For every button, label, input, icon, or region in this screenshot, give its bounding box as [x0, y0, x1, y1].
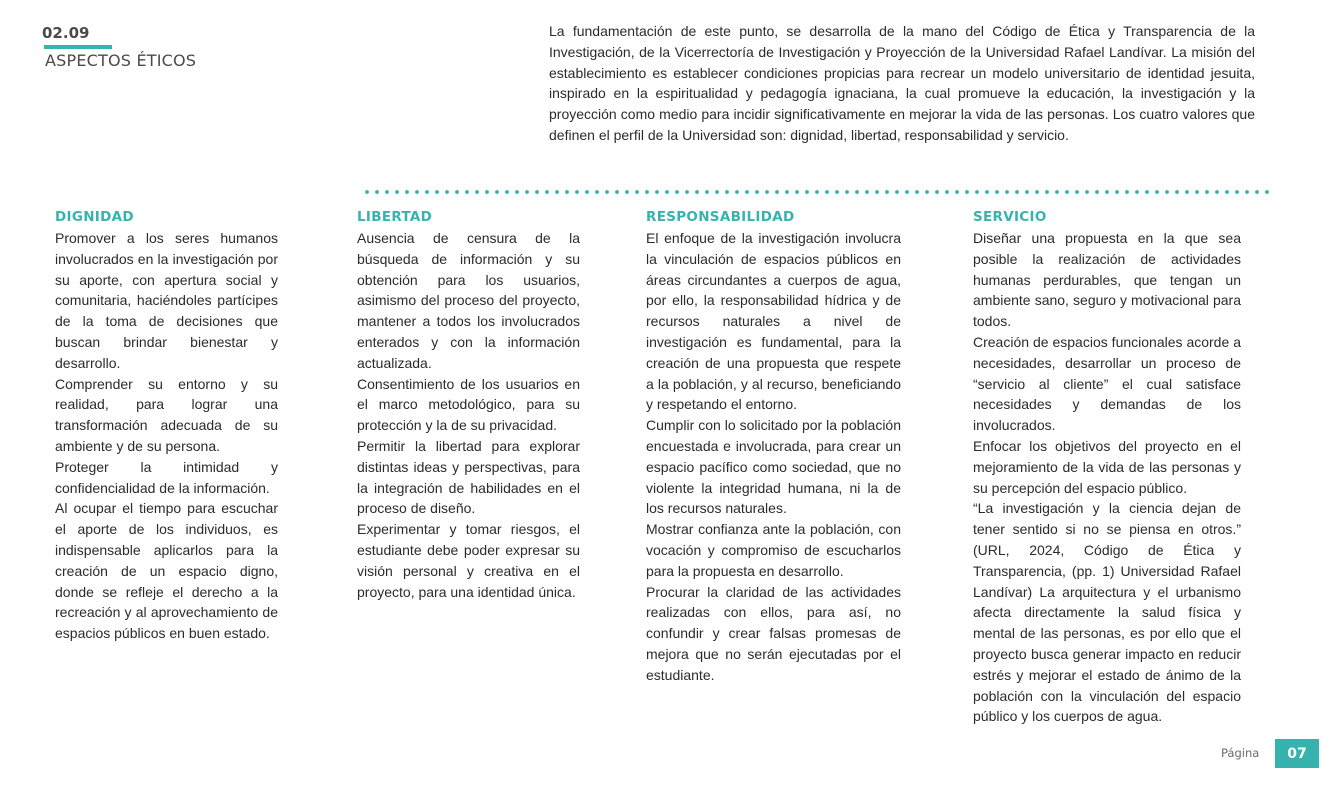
value-column-responsabilidad — [646, 208, 901, 686]
column-paragraph: Permitir la libertad para explorar distintas ideas y perspectivas, para la integración de habilidades en el proceso de diseño. — [357, 437, 580, 517]
column-heading: RESPONSABILIDAD — [646, 209, 795, 225]
column-heading: DIGNIDAD — [55, 209, 134, 225]
column-paragraph: Consentimiento de los usuarios en el marco metodológico, para su protección y la de su privacidad. — [357, 375, 580, 434]
column-paragraph: Mostrar confianza ante la población, con vocación y compromiso de escucharlos para la propuesta en desarrollo. — [646, 521, 901, 579]
intro-paragraph: La fundamentación de este punto, se desarrolla de la mano del Código de Ética y Transparencia de la Investigación, de la Vicerrectoría de Investigación y Proyección de la Universidad Rafael Landívar. La misión del establecimiento es establecer condiciones propicias para recrear un modelo universitario de identidad jesuita, inspirado en la espiritualidad y pedagogía ignaciana, la cual promueve la educación, la investigación y la proyección como medio para incidir significativamente en mejorar la vida de las personas. Los cuatro valores que definen el perfil de la Universidad son: dignidad, libertad, responsabilidad y servicio. — [549, 23, 1255, 143]
value-column-dignidad — [55, 208, 278, 644]
column-paragraph: Cumplir con lo solicitado por la población encuestada e involucrada, para crear un espacio pacífico como sociedad, que no violente la integridad humana, ni la de los recursos naturales. — [646, 417, 901, 517]
dotted-divider — [362, 189, 1272, 195]
column-paragraph: Creación de espacios funcionales acorde a necesidades, desarrollar un proceso de “servicio al cliente” el cual satisface necesidades y demandas de los involucrados. — [973, 333, 1241, 434]
column-heading: SERVICIO — [973, 209, 1047, 225]
column-paragraph: Promover a los seres humanos involucrados en la investigación por su aporte, con apertura social y comunitaria, haciéndoles partícipes de la toma de decisiones que buscan brindar bienestar y desarrollo. — [55, 230, 278, 371]
column-paragraph: El enfoque de la investigación involucra la vinculación de espacios públicos en áreas circundantes a cuerpos de agua, por ello, la responsabilidad hídrica y de recursos naturales a nivel de investigación es fundamental, para la creación de una propuesta que respete a la población, y al recurso, beneficiando y respetando el entorno. — [646, 230, 901, 413]
section-title: ASPECTOS ÉTICOS — [45, 51, 197, 70]
value-column-servicio — [973, 208, 1241, 727]
value-column-libertad — [357, 208, 580, 602]
column-paragraph: Ausencia de censura de la búsqueda de información y su obtención para los usuarios, asimismo del proceso del proyecto, mantener a todos los involucrados enterados y con la información actualizada. — [357, 230, 580, 371]
column-paragraph: Experimentar y tomar riesgos, el estudiante debe poder expresar su visión personal y creativa en el proyecto, para una identidad única. — [357, 521, 580, 600]
column-paragraph: Procurar la claridad de las actividades realizadas con ellos, para así, no confundir y crear falsas promesas de mejora que no serán ejecutadas por el estudiante. — [646, 583, 901, 683]
section-number: 02.09 — [42, 24, 90, 42]
column-paragraph: Enfocar los objetivos del proyecto en el mejoramiento de la vida de las personas y su percepción del espacio público. — [973, 437, 1241, 496]
column-paragraph: Diseñar una propuesta en la que sea posible la realización de actividades humanas perdurables, que tengan un ambiente sano, seguro y motivacional para todos. — [973, 230, 1241, 330]
column-paragraph: Comprender su entorno y su realidad, para lograr una transformación adecuada de su ambiente y de su persona. — [55, 375, 278, 454]
section-underline — [44, 45, 112, 49]
page-number: 07 — [1275, 739, 1319, 768]
column-heading: LIBERTAD — [357, 209, 433, 225]
column-paragraph: Al ocupar el tiempo para escuchar el aporte de los individuos, es indispensable aplicarlos para la creación de un espacio digno, donde se refleje el derecho a la recreación y al aprovechamiento de espacios públicos en buen estado. — [55, 500, 278, 642]
column-paragraph: “La investigación y la ciencia dejan de tener sentido si no se piensa en otros.” (URL, 2024, Código de Ética y Transparencia, (pp. 1) Universidad Rafael Landívar) La arquitectura y el urbanismo afecta directamente la salud física y mental de las personas, es por ello que el proyecto busca generar impacto en reducir estrés y mejorar el estado de ánimo de la población con la vinculación del espacio público y los cuerpos de agua. — [973, 500, 1241, 725]
column-paragraph: Proteger la intimidad y confidencialidad de la información. — [55, 458, 278, 496]
page-label: Página — [1221, 746, 1260, 760]
